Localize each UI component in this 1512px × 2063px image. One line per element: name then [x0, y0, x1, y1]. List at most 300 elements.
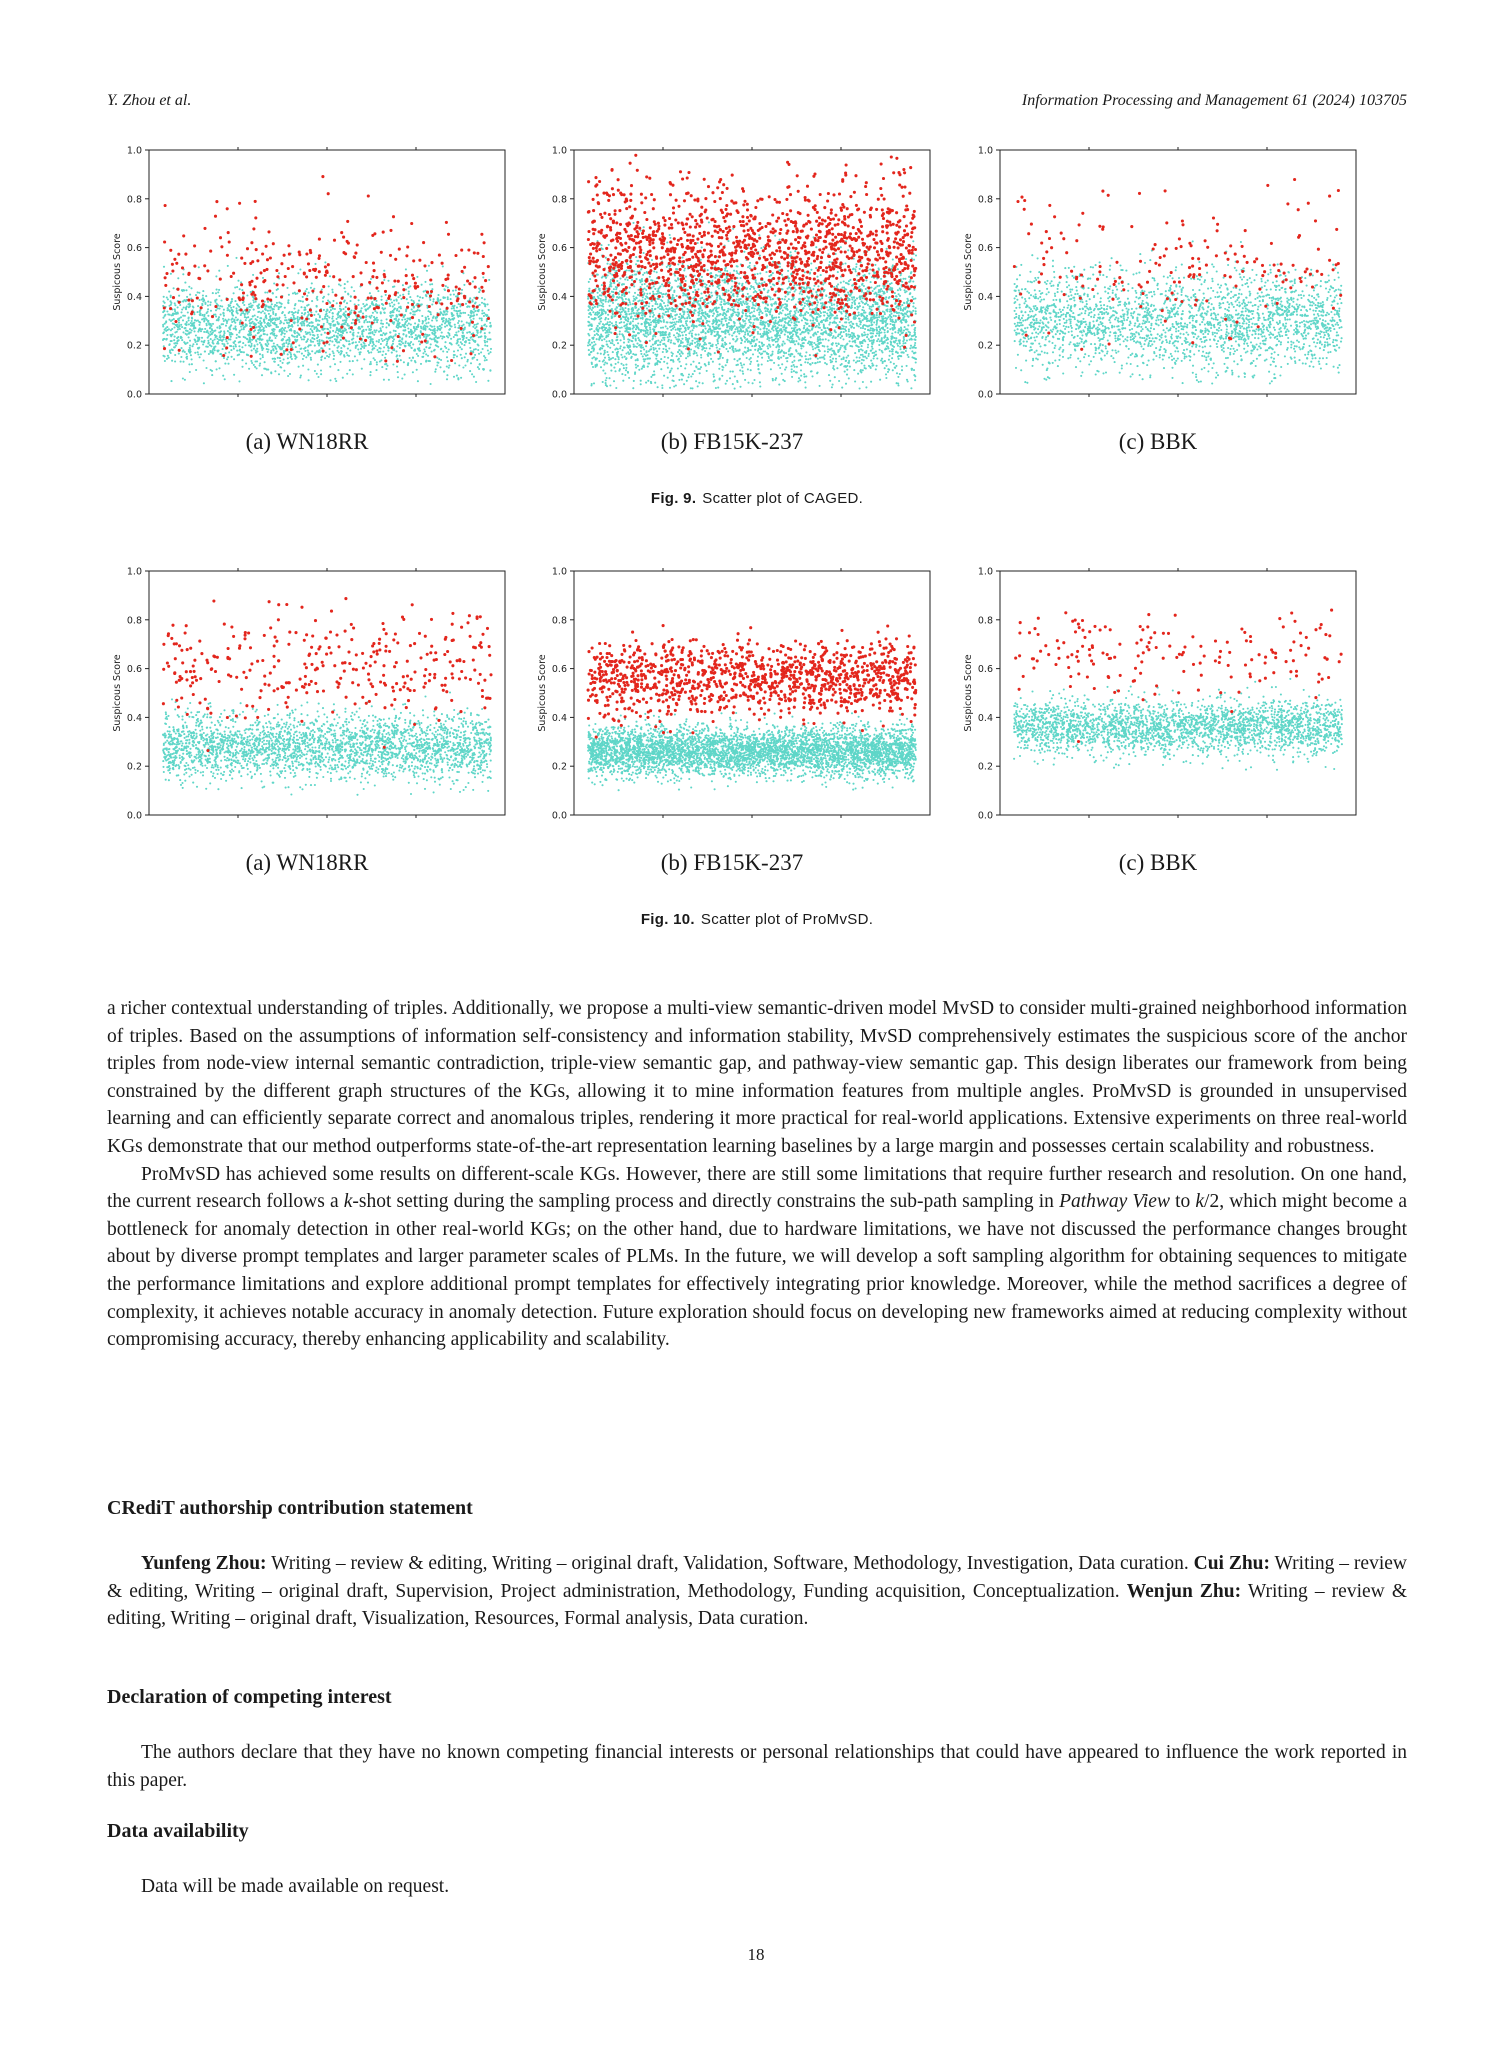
point: [272, 334, 274, 336]
point: [907, 354, 909, 356]
point: [662, 351, 664, 353]
point: [406, 318, 408, 320]
point: [433, 315, 435, 317]
point: [220, 245, 223, 248]
point: [768, 339, 770, 341]
point: [653, 285, 655, 287]
point: [640, 317, 642, 319]
point: [389, 305, 391, 307]
point: [478, 291, 480, 293]
point: [258, 325, 260, 327]
point: [798, 321, 800, 323]
point: [278, 317, 280, 319]
point: [215, 315, 217, 317]
point: [324, 328, 326, 330]
point: [460, 327, 463, 330]
point: [240, 308, 243, 311]
point: [361, 326, 363, 328]
point: [270, 340, 272, 342]
point: [367, 326, 369, 328]
point: [223, 309, 225, 311]
header-journal: Information Processing and Management 61 (2024) 103705: [1022, 92, 1407, 110]
point: [678, 345, 680, 347]
point: [357, 314, 360, 317]
point: [386, 318, 388, 320]
point: [431, 288, 433, 290]
point: [429, 338, 431, 340]
point: [685, 320, 687, 322]
point: [250, 293, 253, 296]
point: [744, 331, 746, 333]
point: [230, 275, 233, 278]
point: [237, 312, 239, 314]
point: [376, 306, 379, 309]
point: [331, 289, 333, 291]
point: [336, 302, 338, 304]
point: [170, 273, 172, 275]
point: [368, 321, 370, 323]
point: [360, 344, 362, 346]
point: [858, 349, 860, 351]
point: [238, 296, 241, 299]
point: [184, 351, 186, 353]
point: [368, 316, 370, 318]
point: [848, 377, 850, 379]
point: [611, 317, 613, 319]
point: [337, 369, 339, 371]
point: [459, 315, 461, 317]
point: [719, 348, 721, 350]
point: [207, 321, 209, 323]
point: [471, 299, 473, 301]
point: [286, 330, 288, 332]
point: [623, 338, 625, 340]
point: [177, 328, 179, 330]
point: [475, 348, 477, 350]
point: [425, 353, 427, 355]
point: [287, 302, 289, 304]
point: [231, 318, 233, 320]
point: [274, 323, 276, 325]
point: [705, 284, 707, 286]
point: [247, 341, 249, 343]
point: [433, 325, 435, 327]
point: [238, 306, 240, 308]
point: [320, 334, 322, 336]
point: [437, 326, 439, 328]
point: [177, 253, 180, 256]
point: [735, 314, 737, 316]
point: [259, 320, 261, 322]
point: [411, 274, 414, 277]
point: [778, 269, 780, 271]
point: [322, 297, 324, 299]
point: [264, 291, 266, 293]
point: [241, 366, 243, 368]
point: [346, 373, 348, 375]
point: [588, 340, 590, 342]
point: [476, 305, 479, 308]
point: [267, 349, 269, 351]
point: [226, 309, 228, 311]
point: [488, 279, 490, 281]
point: [332, 320, 334, 322]
point: [229, 310, 231, 312]
point: [480, 233, 483, 236]
point: [294, 318, 296, 320]
point: [262, 310, 264, 312]
point: [660, 358, 662, 360]
point: [876, 327, 878, 329]
point: [310, 311, 312, 313]
point: [201, 304, 203, 306]
point: [471, 338, 473, 340]
point: [455, 289, 457, 291]
point: [429, 360, 431, 362]
point: [214, 330, 216, 332]
point: [193, 324, 195, 326]
point: [777, 356, 779, 358]
point: [335, 331, 337, 333]
point: [414, 322, 416, 324]
point: [467, 314, 469, 316]
point: [174, 346, 176, 348]
point: [610, 364, 612, 366]
point: [169, 334, 171, 336]
point: [332, 350, 334, 352]
point: [428, 265, 430, 267]
point: [878, 344, 880, 346]
point: [386, 322, 388, 324]
point: [311, 282, 313, 284]
point: [344, 328, 346, 330]
point: [313, 328, 315, 330]
point: [316, 299, 318, 301]
point: [194, 341, 196, 343]
point: [312, 325, 314, 327]
point: [373, 269, 376, 272]
point: [467, 248, 470, 251]
point: [209, 304, 211, 306]
point: [900, 355, 902, 357]
point: [630, 317, 632, 319]
point: [267, 343, 269, 345]
point: [252, 315, 254, 317]
point: [635, 328, 637, 330]
point: [628, 377, 630, 379]
point: [230, 307, 232, 309]
point: [453, 356, 455, 358]
point: [872, 290, 874, 292]
point: [303, 348, 305, 350]
point: [429, 299, 431, 301]
point: [207, 342, 209, 344]
point: [382, 332, 384, 334]
point: [698, 324, 700, 326]
point: [445, 285, 447, 287]
point: [453, 376, 455, 378]
point: [453, 350, 455, 352]
point: [338, 329, 340, 331]
point: [312, 341, 314, 343]
point: [193, 330, 195, 332]
point: [223, 320, 225, 322]
point: [331, 304, 334, 307]
point: [183, 307, 185, 309]
point: [272, 292, 274, 294]
point: [287, 362, 289, 364]
point: [692, 329, 694, 331]
point: [607, 345, 609, 347]
point: [182, 361, 184, 363]
point: [409, 285, 411, 287]
point: [439, 366, 441, 368]
point: [370, 336, 372, 338]
point: [835, 342, 837, 344]
point: [461, 270, 464, 273]
point: [294, 358, 296, 360]
point: [318, 344, 320, 346]
point: [862, 327, 864, 329]
point: [226, 207, 229, 210]
point: [800, 347, 802, 349]
point: [388, 379, 390, 381]
point: [856, 356, 858, 358]
point: [461, 289, 463, 291]
point: [254, 366, 256, 368]
point: [430, 313, 432, 315]
point: [372, 347, 374, 349]
point: [185, 356, 187, 358]
point: [485, 336, 487, 338]
point: [857, 373, 859, 375]
point: [624, 374, 626, 376]
point: [820, 274, 822, 276]
point: [174, 320, 177, 323]
point: [434, 332, 436, 334]
point: [354, 296, 357, 299]
point: [457, 322, 459, 324]
point: [251, 343, 253, 345]
point: [642, 296, 644, 298]
point: [342, 320, 344, 322]
point: [354, 355, 356, 357]
point: [661, 387, 663, 389]
point: [324, 274, 327, 277]
point: [720, 322, 722, 324]
point: [168, 357, 170, 359]
point: [623, 295, 625, 297]
point: [482, 348, 484, 350]
point: [605, 301, 607, 303]
point: [436, 364, 438, 366]
point: [666, 241, 668, 243]
point: [238, 354, 240, 356]
point: [634, 354, 636, 356]
point: [739, 369, 741, 371]
point: [649, 340, 651, 342]
point: [371, 303, 373, 305]
point: [456, 313, 458, 315]
point: [393, 279, 396, 282]
point: [757, 333, 759, 335]
point: [386, 365, 388, 367]
point: [310, 314, 313, 317]
point: [623, 321, 625, 323]
point: [191, 320, 193, 322]
point: [324, 318, 326, 320]
point: [189, 347, 191, 349]
point: [853, 296, 855, 298]
point: [817, 331, 819, 333]
point: [170, 380, 172, 382]
point: [226, 298, 229, 301]
point: [191, 358, 193, 360]
point: [827, 351, 829, 353]
point: [252, 336, 255, 339]
point: [447, 233, 450, 236]
point: [349, 360, 351, 362]
point: [447, 298, 449, 300]
point: [211, 315, 214, 318]
point: [622, 349, 624, 351]
point: [454, 326, 456, 328]
point: [775, 317, 777, 319]
point: [819, 361, 821, 363]
point: [886, 345, 888, 347]
point: [258, 332, 260, 334]
point: [206, 269, 209, 272]
point: [382, 350, 384, 352]
point: [393, 338, 395, 340]
point: [733, 358, 735, 360]
point: [356, 359, 358, 361]
point: [276, 317, 278, 319]
point: [603, 338, 605, 340]
point: [332, 315, 334, 317]
point: [235, 316, 237, 318]
point: [219, 336, 221, 338]
point: [283, 345, 285, 347]
point: [878, 316, 880, 318]
point: [409, 357, 411, 359]
point: [355, 347, 357, 349]
point: [886, 327, 888, 329]
point: [329, 302, 331, 304]
point: [253, 301, 255, 303]
point: [260, 344, 262, 346]
point: [180, 336, 182, 338]
point: [607, 314, 609, 316]
point: [640, 380, 642, 382]
point: [332, 325, 334, 327]
point: [207, 331, 209, 333]
point: [284, 316, 286, 318]
point: [845, 315, 847, 317]
point: [210, 338, 212, 340]
point: [412, 259, 415, 262]
point: [770, 274, 772, 276]
point: [483, 355, 485, 357]
point: [597, 292, 599, 294]
point: [279, 360, 281, 362]
point: [361, 368, 363, 370]
point: [732, 338, 734, 340]
point: [683, 312, 685, 314]
point: [311, 350, 313, 352]
point: [373, 334, 375, 336]
point: [441, 337, 443, 339]
point: [272, 318, 274, 320]
point: [778, 324, 780, 326]
point: [712, 373, 714, 375]
point: [163, 266, 165, 268]
point: [234, 300, 236, 302]
point: [293, 312, 295, 314]
point: [326, 355, 328, 357]
point: [604, 350, 606, 352]
point: [397, 335, 400, 338]
point: [859, 268, 861, 270]
point: [397, 371, 399, 373]
point: [712, 319, 714, 321]
point: [685, 357, 687, 359]
point: [723, 299, 725, 301]
point: [413, 307, 415, 309]
point: [340, 309, 342, 311]
point: [210, 301, 212, 303]
point: [748, 327, 750, 329]
point: [354, 303, 356, 305]
point: [634, 315, 636, 317]
point: [260, 317, 262, 319]
point: [431, 283, 433, 285]
point: [686, 324, 688, 326]
point: [296, 351, 298, 353]
point: [858, 302, 860, 304]
point: [481, 297, 483, 299]
point: [735, 335, 737, 337]
point: [278, 308, 280, 310]
point: [182, 377, 184, 379]
point: [343, 356, 345, 358]
point: [180, 324, 182, 326]
point: [462, 366, 464, 368]
point: [791, 368, 793, 370]
point: [625, 352, 627, 354]
point: [725, 314, 727, 316]
point: [333, 344, 335, 346]
point: [294, 330, 296, 332]
point: [444, 341, 446, 343]
point: [621, 326, 623, 328]
point: [469, 317, 471, 319]
point: [312, 334, 314, 336]
point: [862, 297, 864, 299]
point: [437, 313, 440, 316]
point: [363, 343, 365, 345]
point: [725, 348, 727, 350]
point: [377, 319, 379, 321]
point: [714, 352, 716, 354]
point: [478, 368, 480, 370]
point: [185, 289, 187, 291]
point: [350, 309, 352, 311]
point: [241, 351, 243, 353]
point: [484, 304, 486, 306]
point: [666, 362, 668, 364]
point: [203, 359, 205, 361]
